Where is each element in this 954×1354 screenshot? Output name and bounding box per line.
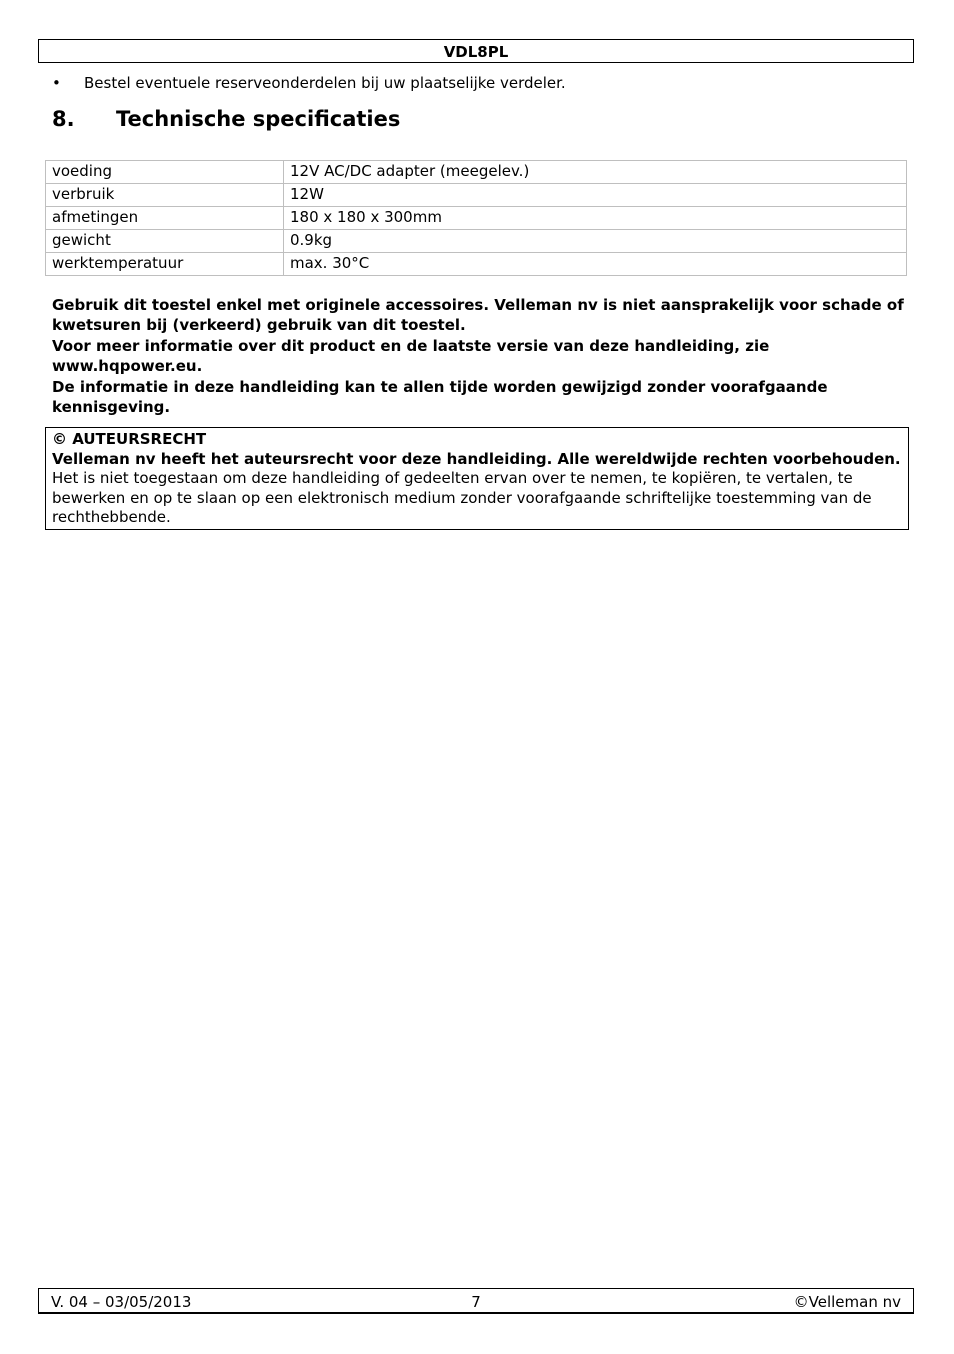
copyright-bold-text: Velleman nv heeft het auteursrecht voor deze handleiding. Alle wereldwijde rechten voorbehouden. bbox=[52, 449, 901, 468]
bullet-icon: • bbox=[52, 74, 61, 92]
model-name: VDL8PL bbox=[443, 43, 509, 61]
bullet-text: Bestel eventuele reserveonderdelen bij uw plaatselijke verdeler. bbox=[84, 74, 566, 92]
section-title: Technische specificaties bbox=[116, 107, 401, 131]
table-row bbox=[46, 207, 907, 230]
copyright-body-text: Het is niet toegestaan om deze handleiding of gedeelten ervan over te nemen, te kopiëren, te vertalen, te bewerken en op te slaan op een elektronisch medium zonder voorafgaande schriftelijke toestemming van de rechthebbende. bbox=[52, 469, 872, 526]
spec-value: 12V AC/DC adapter (meegelev.) bbox=[284, 161, 907, 184]
spec-value: max. 30°C bbox=[284, 253, 907, 276]
table-row bbox=[46, 161, 907, 184]
notice-block bbox=[52, 295, 908, 417]
notice-more-info: Voor meer informatie over dit product en de laatste versie van deze handleiding, zie www.hqpower.eu. bbox=[52, 336, 770, 376]
copyright-box bbox=[45, 427, 909, 530]
spec-label: afmetingen bbox=[46, 207, 284, 230]
section-heading bbox=[52, 105, 400, 133]
table-row bbox=[46, 184, 907, 207]
table-row bbox=[46, 230, 907, 253]
section-number: 8. bbox=[52, 107, 75, 131]
spec-label: gewicht bbox=[46, 230, 284, 253]
spec-label: verbruik bbox=[46, 184, 284, 207]
copyright-text bbox=[52, 450, 902, 528]
footer-company: ©Velleman nv bbox=[793, 1293, 901, 1311]
notice-changes: De informatie in deze handleiding kan te allen tijde worden gewijzigd zonder voorafgaande kennisgeving. bbox=[52, 377, 828, 417]
specs-table bbox=[45, 160, 907, 276]
spec-label: voeding bbox=[46, 161, 284, 184]
copyright-heading: © AUTEURSRECHT bbox=[52, 430, 207, 448]
bullet-item bbox=[52, 73, 912, 93]
table-row bbox=[46, 253, 907, 276]
footer-version: V. 04 – 03/05/2013 bbox=[51, 1293, 192, 1311]
page-footer bbox=[38, 1288, 914, 1314]
notice-accessories: Gebruik dit toestel enkel met originele accessoires. Velleman nv is niet aansprakelijk voor schade of kwetsuren bij (verkeerd) gebruik van dit toestel. bbox=[52, 296, 904, 335]
spec-value: 12W bbox=[284, 184, 907, 207]
spec-label: werktemperatuur bbox=[46, 253, 284, 276]
page-header bbox=[38, 39, 914, 63]
footer-page-number: 7 bbox=[471, 1293, 481, 1311]
spec-value: 180 x 180 x 300mm bbox=[284, 207, 907, 230]
spec-value: 0.9kg bbox=[284, 230, 907, 253]
